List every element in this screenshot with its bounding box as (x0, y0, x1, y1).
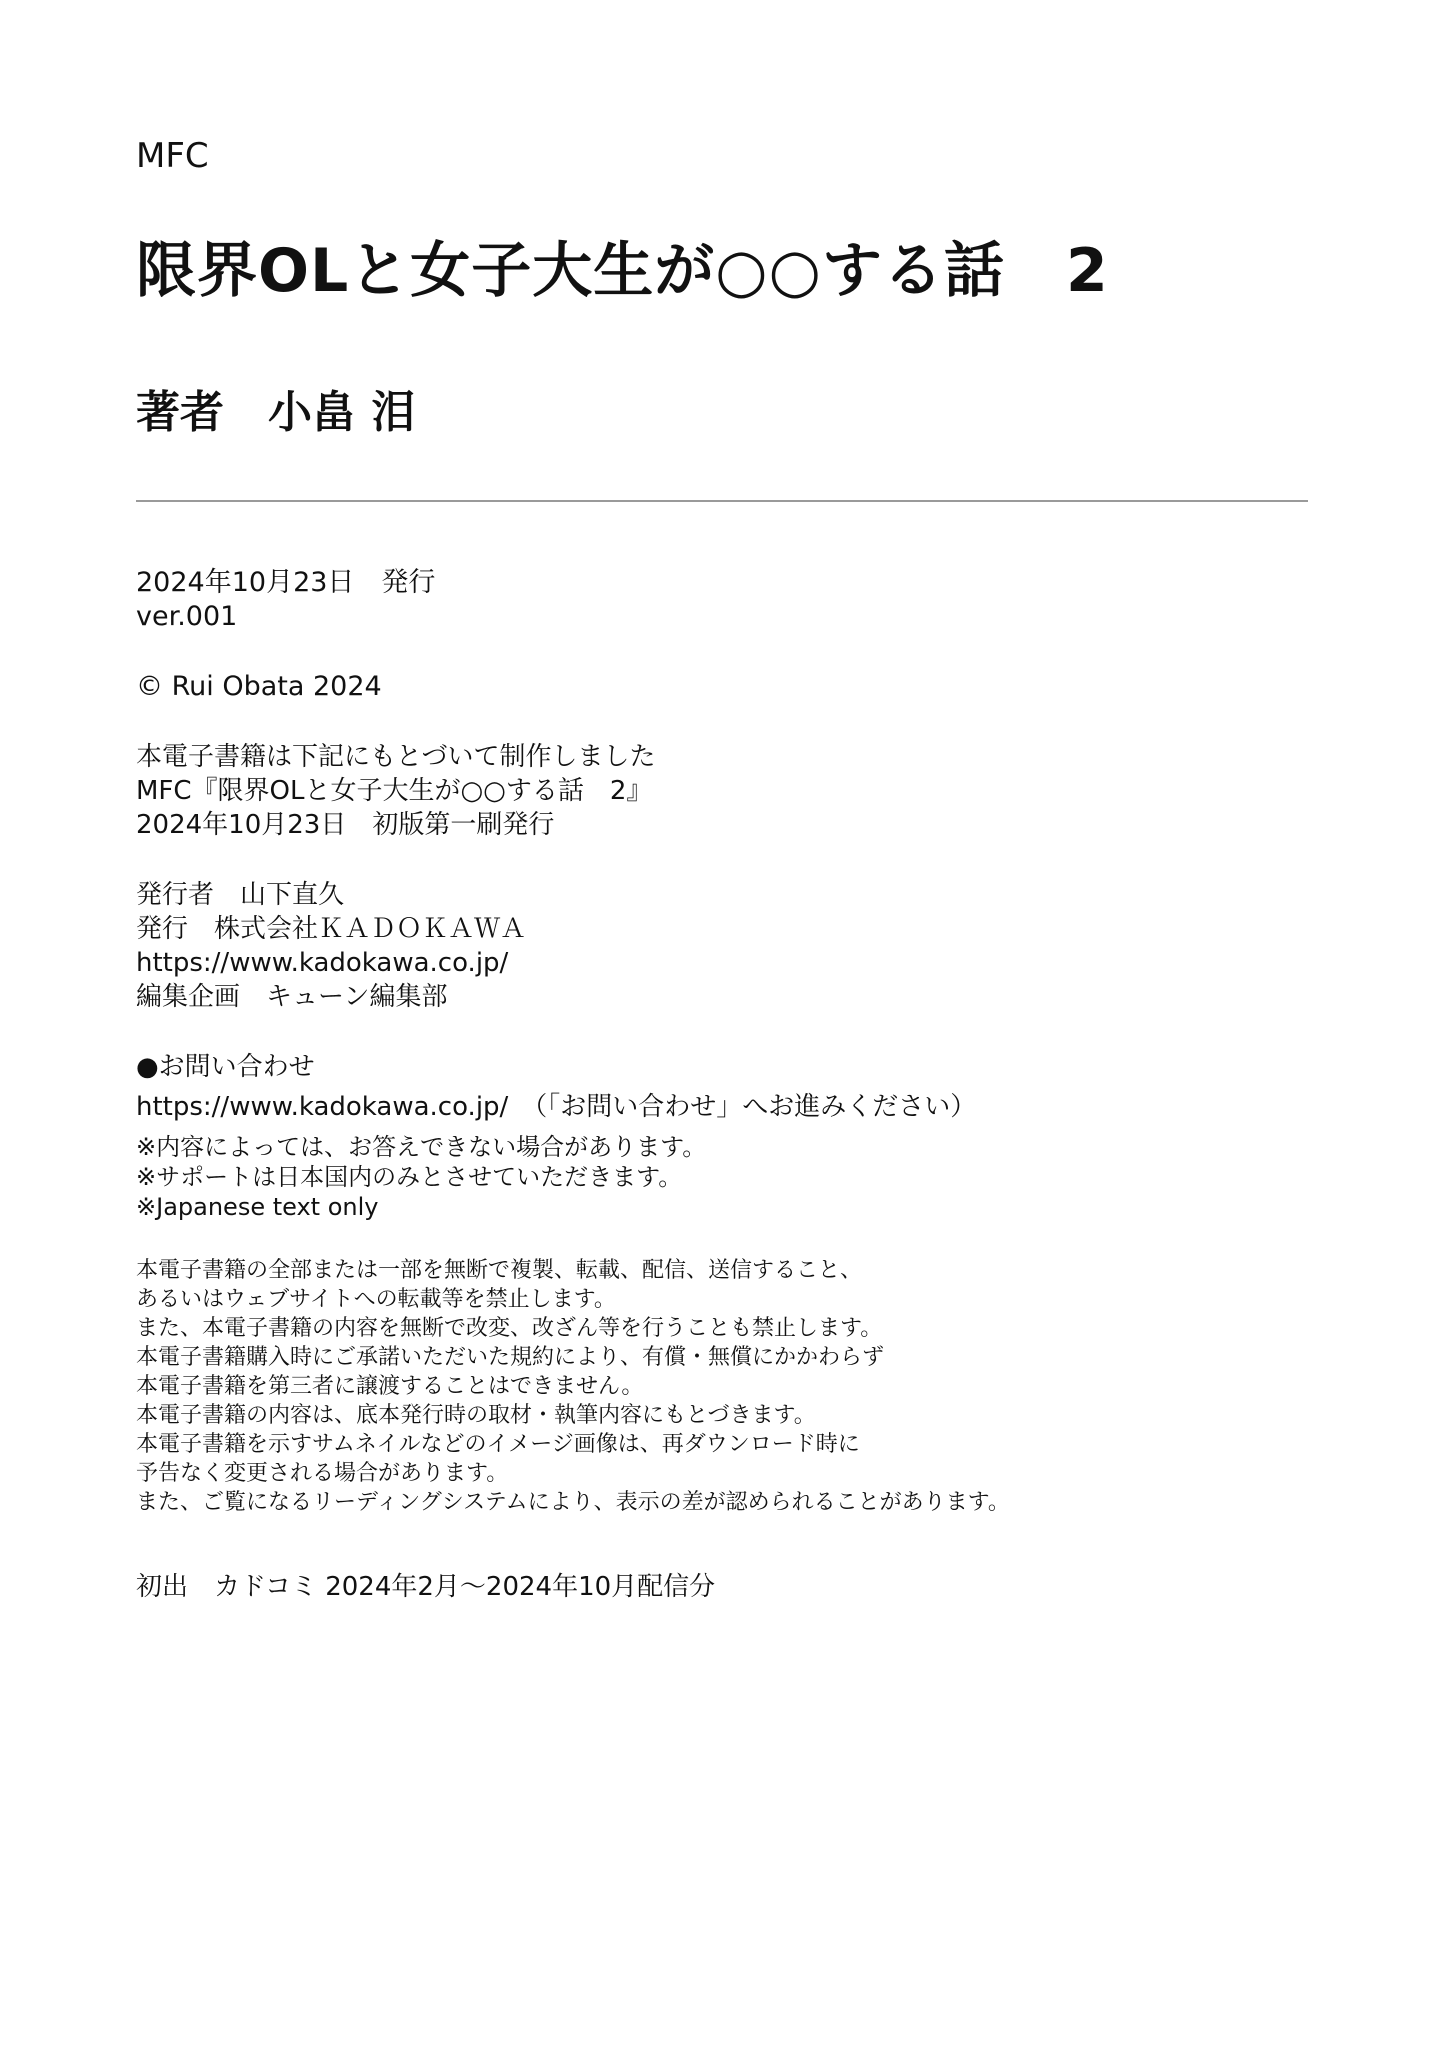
first-appearance-line: 初出 カドコミ 2024年2月～2024年10月配信分 (136, 1572, 716, 1602)
legal-line: あるいはウェブサイトへの転載等を禁止します。 (136, 1287, 616, 1312)
legal-line: 本電子書籍を第三者に譲渡することはできません。 (136, 1374, 644, 1399)
source-info (136, 740, 655, 842)
legal-line: 予告なく変更される場合があります。 (136, 1461, 509, 1486)
author-line: 著者 小畠 泪 (136, 387, 416, 438)
source-line-1: 本電子書籍は下記にもとづいて制作しました (136, 742, 656, 772)
book-title: 限界OLと女子大生が○○する話 2 (136, 236, 1109, 306)
inquiry-note-3: ※Japanese text only (136, 1193, 379, 1221)
publication-date: 2024年10月23日 発行 (136, 567, 436, 598)
inquiry-notes (136, 1132, 706, 1222)
source-line-3: 2024年10月23日 初版第一刷発行 (136, 810, 555, 840)
inquiry-note-2: ※サポートは日本国内のみとさせていただきます。 (136, 1163, 683, 1191)
publisher-info (136, 878, 526, 1014)
inquiry-url-line[interactable]: https://www.kadokawa.co.jp/ （「お問い合わせ」へお進みください） (136, 1092, 977, 1122)
series-label: MFC (136, 136, 209, 176)
inquiry-heading-block (136, 1050, 976, 1124)
publication-info (136, 566, 435, 634)
legal-line: また、本電子書籍の内容を無断で改変、改ざん等を行うことも禁止します。 (136, 1316, 883, 1341)
legal-notice (136, 1256, 1010, 1517)
inquiry-heading: ●お問い合わせ (136, 1052, 315, 1082)
editorial-line: 編集企画 キューン編集部 (136, 982, 448, 1012)
copyright-line: © Rui Obata 2024 (136, 671, 382, 702)
legal-line: 本電子書籍を示すサムネイルなどのイメージ画像は、再ダウンロード時に (136, 1432, 860, 1457)
copyright-block (136, 670, 382, 704)
issuer-line: 発行者 山下直久 (136, 880, 345, 910)
first-appearance-block (136, 1570, 715, 1604)
legal-line: 本電子書籍購入時にご承諾いただいた規約により、有償・無償にかかわらず (136, 1345, 885, 1370)
version-label: ver.001 (136, 601, 238, 632)
publisher-url[interactable]: https://www.kadokawa.co.jp/ (136, 948, 509, 978)
inquiry-note-1: ※内容によっては、お答えできない場合があります。 (136, 1133, 707, 1161)
legal-line: また、ご覧になるリーディングシステムにより、表示の差が認められることがあります。 (136, 1490, 1010, 1515)
legal-line: 本電子書籍の内容は、底本発行時の取材・執筆内容にもとづきます。 (136, 1403, 816, 1428)
company-line: 発行 株式会社ＫＡＤＯＫＡＷＡ (136, 914, 527, 944)
divider (136, 500, 1308, 502)
legal-line: 本電子書籍の全部または一部を無断で複製、転載、配信、送信すること、 (136, 1258, 863, 1283)
source-line-2: MFC『限界OLと女子大生が○○する話 2』 (136, 776, 653, 806)
